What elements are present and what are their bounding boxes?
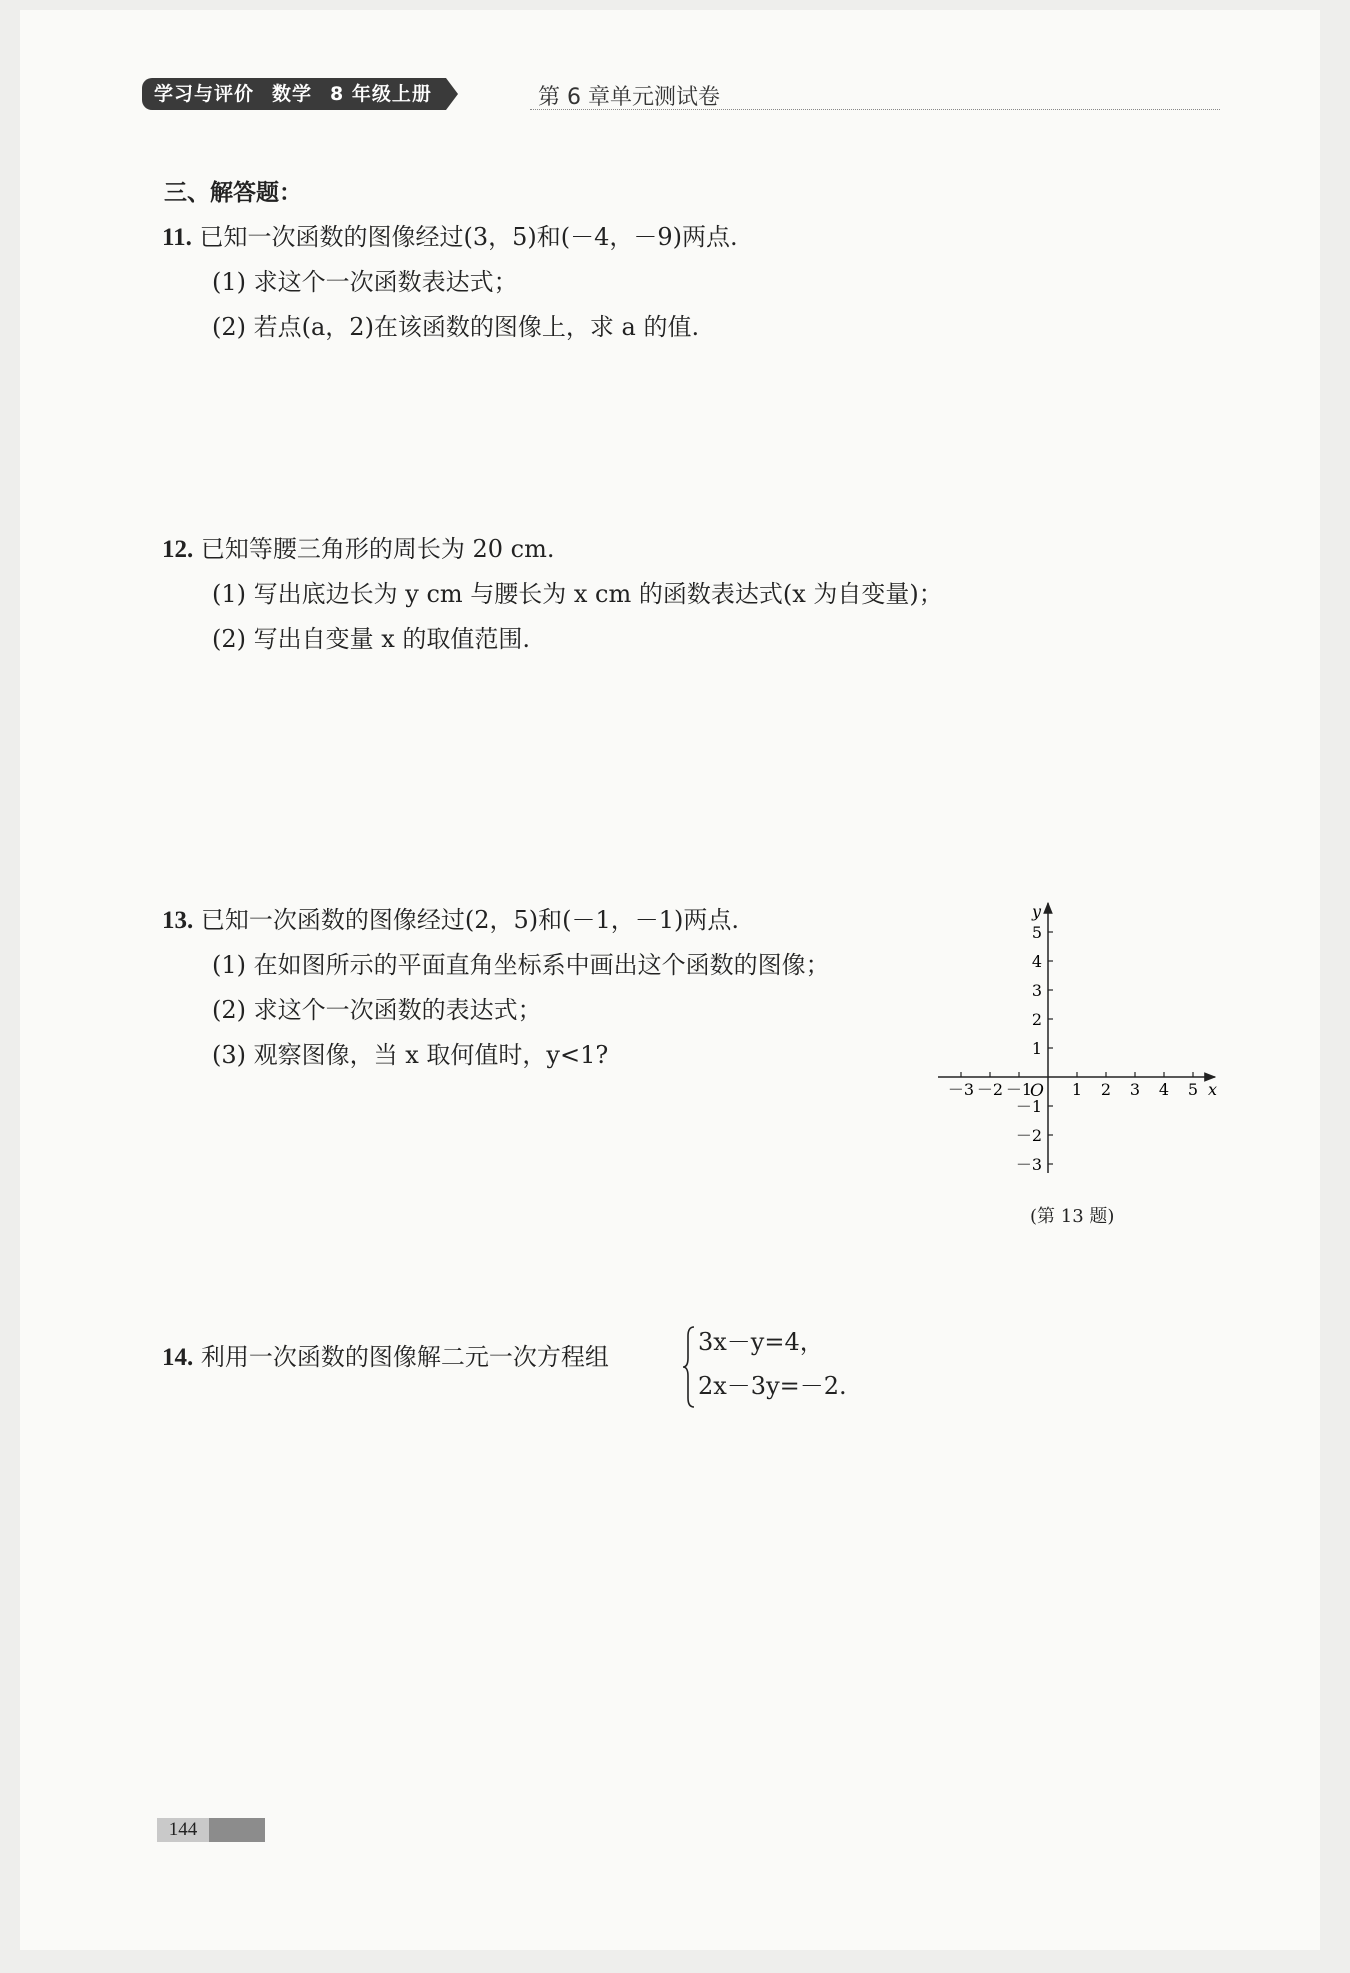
x-tick-label: －1 bbox=[1005, 1080, 1033, 1099]
y-tick-label: 3 bbox=[1031, 981, 1042, 1000]
problem-13-number: 13. bbox=[162, 907, 194, 934]
problem-11-part-2: (2) 若点(a，2)在该函数的图像上，求 a 的值. bbox=[212, 313, 700, 341]
x-axis-label: x bbox=[1208, 1080, 1218, 1099]
header-divider bbox=[530, 109, 1220, 110]
x-tick-label: 1 bbox=[1071, 1080, 1083, 1099]
y-tick-label: －1 bbox=[1015, 1097, 1042, 1116]
x-tick-label: －3 bbox=[947, 1080, 975, 1099]
equation-system bbox=[682, 1322, 882, 1412]
header-grade: 8 年级上册 bbox=[330, 83, 432, 105]
page-number-bar bbox=[157, 1818, 265, 1842]
problem-12-text: 已知等腰三角形的周长为 20 cm. bbox=[200, 535, 555, 563]
header-subject: 数学 bbox=[272, 83, 313, 105]
problem-14-text: 利用一次函数的图像解二元一次方程组 bbox=[200, 1343, 609, 1371]
equation-2: 2x－3y=－2. bbox=[698, 1372, 847, 1400]
x-tick-label: 4 bbox=[1158, 1080, 1170, 1099]
left-brace-icon bbox=[682, 1326, 696, 1408]
problem-12-part-2: (2) 写出自变量 x 的取值范围. bbox=[212, 625, 531, 653]
problem-12-number: 12. bbox=[162, 536, 194, 563]
axis-ticks bbox=[948, 923, 1198, 1174]
header-book: 学习与评价 bbox=[154, 83, 255, 105]
problem-14-number: 14. bbox=[162, 1344, 194, 1371]
x-tick-label: 5 bbox=[1187, 1080, 1199, 1099]
problem-12-stem bbox=[162, 534, 555, 565]
x-tick-label: －2 bbox=[976, 1080, 1004, 1099]
section-title: 三、解答题： bbox=[164, 180, 302, 206]
problem-11-part-1: (1) 求这个一次函数表达式； bbox=[212, 268, 518, 296]
coordinate-graph bbox=[930, 895, 1230, 1185]
origin-label: O bbox=[1030, 1081, 1044, 1101]
y-tick-label: 4 bbox=[1031, 952, 1042, 971]
equation-1: 3x－y=4， bbox=[698, 1328, 824, 1356]
problem-14-stem bbox=[162, 1342, 609, 1373]
problem-13-part-2: (2) 求这个一次函数的表达式； bbox=[212, 996, 542, 1024]
problem-13-part-3: (3) 观察图像，当 x 取何值时，y<1? bbox=[212, 1041, 609, 1069]
y-tick-label: 2 bbox=[1031, 1010, 1042, 1029]
y-tick-label: －2 bbox=[1015, 1126, 1042, 1145]
problem-11-stem bbox=[162, 222, 738, 253]
y-tick-label: －3 bbox=[1015, 1155, 1042, 1174]
x-tick-label: 3 bbox=[1129, 1080, 1141, 1099]
page-number: 144 bbox=[157, 1818, 209, 1842]
problem-12-part-1: (1) 写出底边长为 y cm 与腰长为 x cm 的函数表达式(x 为自变量)； bbox=[212, 580, 943, 608]
y-tick-label: 1 bbox=[1031, 1039, 1042, 1058]
problem-13-part-1: (1) 在如图所示的平面直角坐标系中画出这个函数的图像； bbox=[212, 951, 830, 979]
header-chapter: 第 6 章单元测试卷 bbox=[538, 85, 720, 110]
y-axis-label: y bbox=[1032, 902, 1042, 921]
x-tick-label: 2 bbox=[1100, 1080, 1112, 1099]
problem-13-text: 已知一次函数的图像经过(2，5)和(－1，－1)两点. bbox=[200, 906, 740, 934]
problem-13-stem bbox=[162, 905, 739, 936]
problem-11-number: 11. bbox=[162, 224, 192, 251]
problem-11-text: 已知一次函数的图像经过(3，5)和(－4，－9)两点. bbox=[199, 223, 738, 251]
graph-caption: (第 13 题) bbox=[1030, 1206, 1115, 1227]
header-badge bbox=[142, 78, 446, 110]
y-tick-label: 5 bbox=[1031, 923, 1042, 942]
